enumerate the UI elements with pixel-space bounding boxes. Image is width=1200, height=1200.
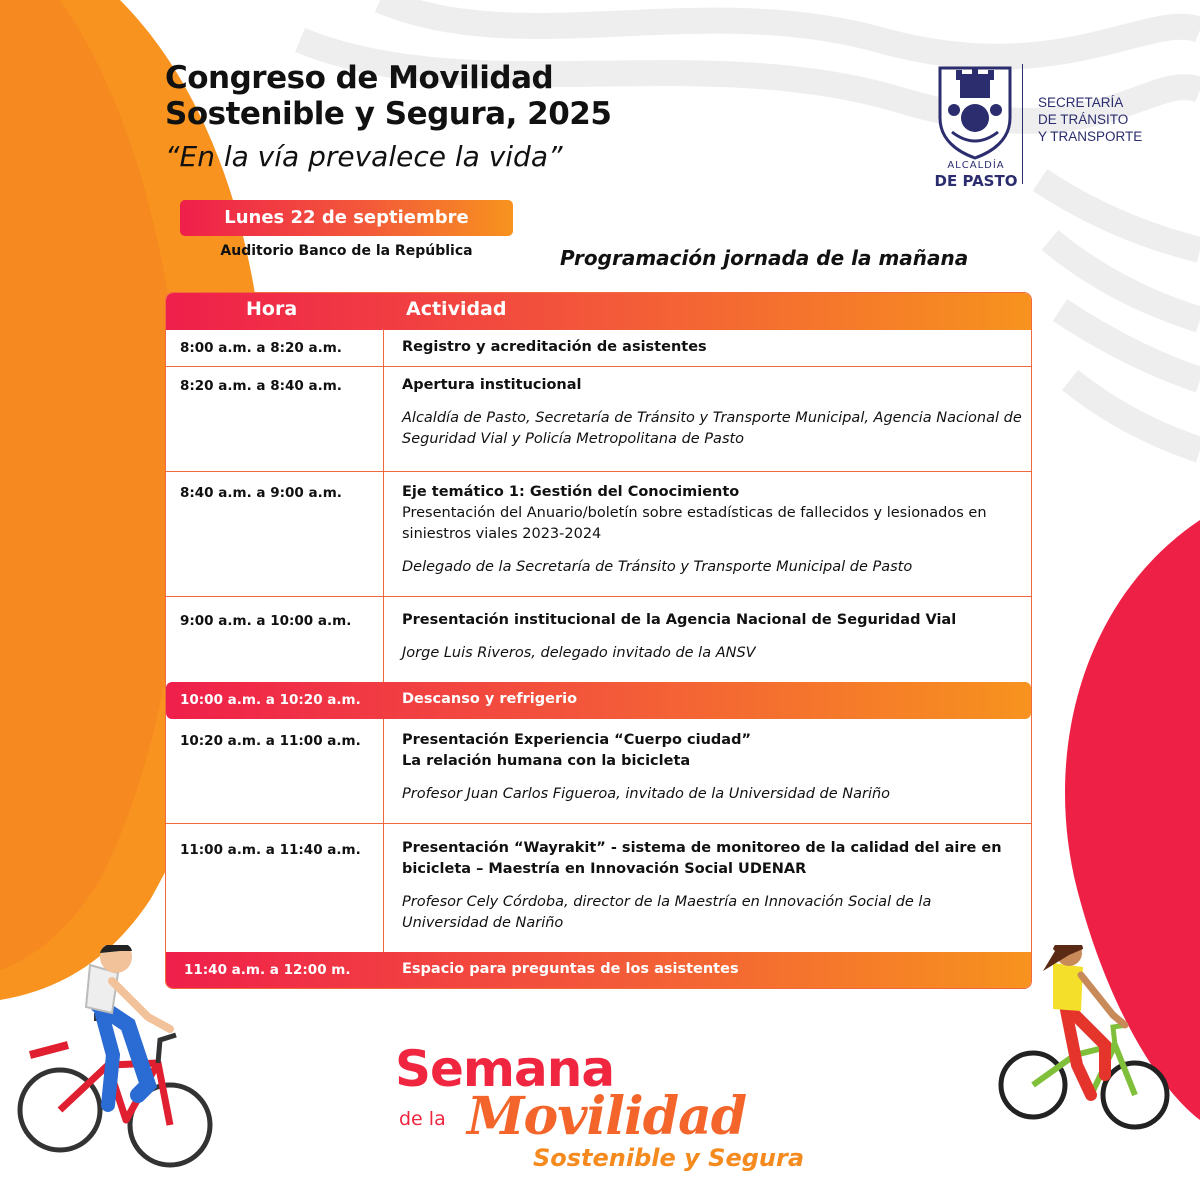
table-row	[166, 596, 1031, 682]
table-row	[166, 329, 1031, 366]
slogan: “En la vía prevalece la vida”	[165, 140, 563, 173]
logo-city: DE PASTO	[934, 172, 1018, 190]
alcaldia-logo	[926, 60, 1156, 188]
header-time: Hora	[246, 298, 298, 320]
event-venue: Auditorio Banco de la República	[220, 243, 473, 259]
row-time: 10:00 a.m. a 10:20 a.m.	[180, 692, 361, 708]
row-title: Registro y acreditación de asistentes	[402, 339, 707, 355]
session-title: Programación jornada de la mañana	[560, 246, 969, 270]
coat-of-arms-icon	[932, 60, 1018, 160]
table-row	[166, 719, 1031, 823]
row-time: 8:20 a.m. a 8:40 a.m.	[180, 378, 342, 394]
row-body: Presentación del Anuario/boletín sobre estadísticas de fallecidos y lesionados en siniestros viales 2023-2024	[402, 505, 987, 542]
cyclist-left-illustration	[8, 945, 223, 1185]
brand-movilidad: Movilidad	[467, 1086, 747, 1147]
row-time: 8:00 a.m. a 8:20 a.m.	[180, 340, 342, 356]
row-time: 10:20 a.m. a 11:00 a.m.	[180, 733, 361, 749]
table-row-break	[166, 682, 1031, 719]
row-title: Eje temático 1: Gestión del Conocimiento	[402, 484, 740, 500]
logo-divider	[1022, 64, 1023, 184]
row-title: Presentación institucional de la Agencia Nacional de Seguridad Vial	[402, 612, 957, 628]
row-title: Presentación “Wayrakit” - sistema de monitoreo de la calidad del aire en bicicleta – Maestría en Innovación Social UDENAR	[402, 840, 1002, 877]
event-date-badge: Lunes 22 de septiembre	[180, 200, 513, 236]
row-title: Espacio para preguntas de los asistentes	[402, 961, 739, 977]
logo-top-label: ALCALDÍA	[947, 160, 1005, 171]
brand-semana: Semana	[395, 1040, 615, 1098]
row-title: Apertura institucional	[402, 377, 582, 393]
brand-sostenible: Sostenible y Segura	[533, 1144, 805, 1172]
schedule-table	[165, 292, 1032, 989]
row-detail: Delegado de la Secretaría de Tránsito y Transporte Municipal de Pasto	[402, 559, 913, 575]
row-detail: Profesor Juan Carlos Figueroa, invitado de la Universidad de Nariño	[402, 786, 891, 802]
row-detail: Alcaldía de Pasto, Secretaría de Tránsito y Transporte Municipal, Agencia Nacional de Seguridad Vial y Policía Metropolitana de Pasto	[402, 410, 1022, 447]
row-detail: Jorge Luis Riveros, delegado invitado de la ANSV	[402, 645, 756, 661]
header-activity: Actividad	[406, 298, 507, 320]
brand-de-la: de la	[399, 1108, 446, 1130]
semana-movilidad-wordmark	[395, 1040, 815, 1180]
row-detail: Profesor Cely Córdoba, director de la Maestría en Innovación Social de la Universidad de Nariño	[402, 894, 932, 931]
table-row	[166, 366, 1031, 471]
row-title-line-1: Presentación Experiencia “Cuerpo ciudad”	[402, 732, 751, 748]
row-time: 11:00 a.m. a 11:40 a.m.	[180, 842, 361, 858]
logo-org-name	[1038, 94, 1168, 145]
cyclist-right-illustration	[995, 945, 1190, 1145]
row-time: 11:40 a.m. a 12:00 m.	[184, 962, 351, 978]
title-line-2: Sostenible y Segura, 2025	[165, 96, 612, 132]
title-line-1: Congreso de Movilidad	[165, 60, 554, 96]
table-row	[166, 823, 1031, 952]
row-title: Descanso y refrigerio	[402, 691, 578, 707]
org-line-1: SECRETARÍA	[1038, 95, 1124, 110]
org-line-2: DE TRÁNSITO	[1038, 112, 1129, 127]
table-row-qa	[166, 952, 1031, 989]
table-header	[166, 293, 1031, 330]
row-title-line-2: La relación humana con la bicicleta	[402, 753, 691, 769]
table-row	[166, 471, 1031, 596]
org-line-3: Y TRANSPORTE	[1038, 129, 1143, 144]
congress-title	[165, 60, 611, 132]
row-time: 8:40 a.m. a 9:00 a.m.	[180, 485, 342, 501]
row-time: 9:00 a.m. a 10:00 a.m.	[180, 613, 352, 629]
